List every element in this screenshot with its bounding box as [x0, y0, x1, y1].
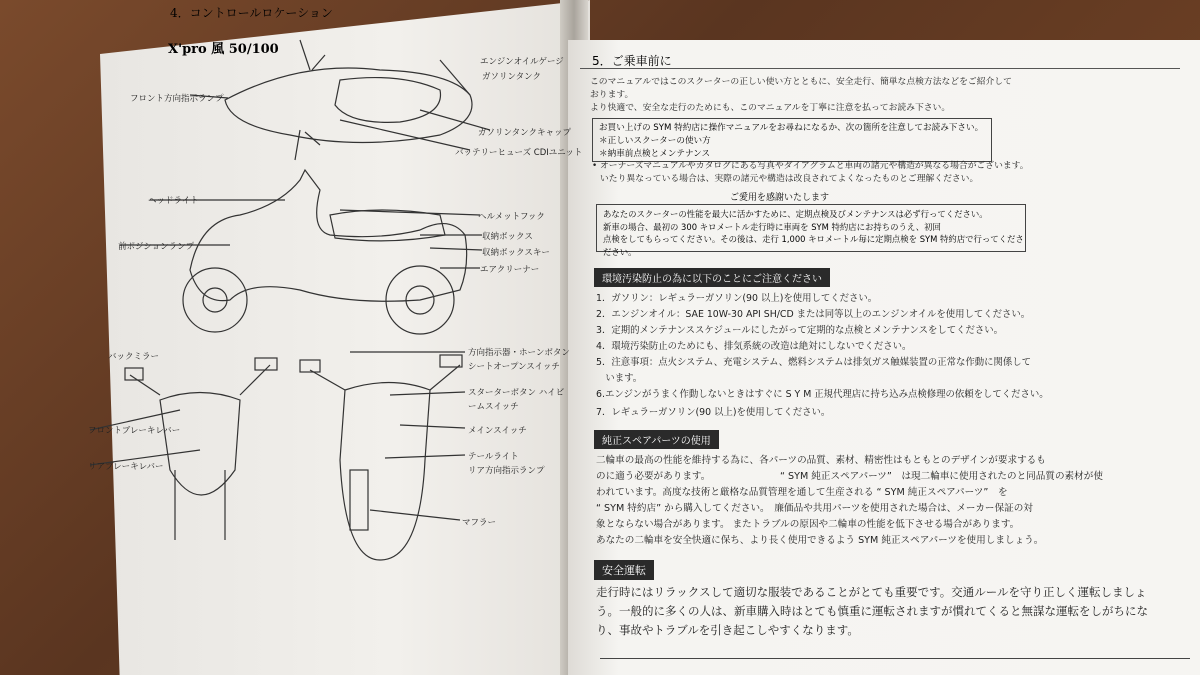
label-beam-switch: ームスイッチ [468, 402, 519, 412]
label-battery: バッテリーヒューズ CDIユニット [455, 148, 583, 158]
genuine-line-4: われています。高度な技術と厳格な品質管理を通して生産される “ SYM 純正スペアパーツ” を [596, 487, 1008, 498]
env-item-4: 4．環境汚染防止のためにも、排気系統の改造は絶対にしないでください。 [596, 341, 912, 352]
notice-box [592, 118, 992, 162]
left-page-header: 4．コントロールロケーション [170, 6, 333, 20]
thanks-line-1: あなたのスクーターの性能を最大に活かすために、定期点検及びメンテナンスは必ず行ってください。 [603, 209, 988, 219]
env-item-5: 5．注意事項：点火システム、充電システム、燃料システムは排気ガス触媒装置の正常な作動に関係して [596, 357, 1031, 368]
intro-line-2: おります。 [590, 90, 634, 100]
thanks-title: ご愛用を感謝いたします [730, 193, 830, 203]
notice-line-2: ＊正しいスクーターの使い方 [599, 135, 711, 146]
label-rear-brake: リアブレーキレバー [88, 462, 164, 472]
notice-line-1: お買い上げの SYM 特約店に操作マニュアルをお尋ねになるか、次の箇所を注意してお読み下さい。 [599, 123, 984, 133]
right-page-title: 5．ご乗車前に [592, 54, 672, 68]
genuine-line-7: あなたの二輪車を安全快適に保ち、より長く使用できるよう SYM 純正スペアパーツを使用しましょう。 [596, 535, 1044, 546]
safety-line-1: 走行時にはリラックスして適切な服装であることがとても重要です。交通ルールを守り正しく運転しましょ [596, 585, 1147, 599]
note-line-1: • オーナーズマニュアルやカタログにある写真やダイアグラムと車両の諸元や構造が異なる場合がございます。 [592, 161, 1029, 171]
thanks-line-4: ださい。 [603, 246, 637, 257]
label-helmet-hook: ヘルメットフック [478, 212, 545, 222]
genuine-line-6: 象とならない場合があります。 またトラブルの原因や二輪車の性能を低下させる場合があります。 [596, 519, 1020, 530]
note-line-2: いたり異なっている場合は、実際の諸元や構造は改良されてよくなったものとご理解ください。 [600, 174, 979, 184]
thanks-line-2: 新車の場合、最初の 300 キロメートル走行時に車両を SYM 特約店にお持ちのうえ、初回 [603, 221, 941, 232]
label-seat-switch: シートオープンスイッチ [468, 362, 560, 372]
label-front-signal: フロント方向指示ランプ [130, 94, 224, 104]
label-muffler: マフラー [462, 518, 497, 528]
genuine-section-header: 純正スペアパーツの使用 [594, 430, 719, 449]
label-fuel-cap: ガソリンタンクキャップ [478, 128, 571, 138]
title-rule [580, 68, 1180, 69]
label-fuel-tank: ガソリンタンク [482, 72, 541, 82]
env-item-5-cont: います。 [596, 373, 643, 384]
safety-line-3: り、事故やトラブルを引き起こしやすくなります。 [596, 623, 859, 637]
label-storage-key: 収納ボックスキー [482, 248, 550, 258]
env-item-6: 6.エンジンがうまく作動しないときはすぐに S Y M 正規代理店に持ち込み点検修理の依頼をしてください。 [596, 389, 1049, 400]
env-section-header: 環境汚染防止の為に以下のことにご注意ください [594, 268, 830, 287]
thanks-line-3: 点検をしてもらってください。その後は、走行 1,000 キロメートル毎に定期点検を SYM 特約店で行ってくださ [603, 234, 1024, 245]
env-item-1: 1．ガソリン：レギュラーガソリン(90 以上)を使用してください。 [596, 293, 878, 304]
label-air-cleaner: エアクリーナー [480, 265, 540, 275]
intro-line-1: このマニュアルではこのスクーターの正しい使い方とともに、安全走行、簡単な点検方法などをご紹介して [590, 77, 1012, 87]
intro-line-3: より快適で、安全な走行のためにも、このマニュアルを丁寧に注意を払ってお読み下さい。 [590, 103, 951, 113]
label-tail-light: テールライト [468, 452, 519, 462]
label-front-brake: フロントブレーキレバー [88, 426, 181, 436]
label-storage-box: 収納ボックス [482, 232, 533, 242]
genuine-line-2: のに適う必要があります。 [596, 471, 711, 482]
env-item-7: 7．レギュラーガソリン(90 以上)を使用してください。 [596, 407, 831, 418]
label-horn-button: 方向指示器・ホーンボタン [468, 348, 570, 358]
label-rear-signal: リア方向指示ランプ [468, 466, 545, 476]
notice-line-3: ＊納車前点検とメンテナンス [599, 148, 711, 159]
footer-rule [600, 658, 1190, 659]
safety-line-2: う。一般的に多くの人は、新車購入時はとても慎重に運転されますが慣れてくると無謀な運転をしがちにな [596, 604, 1148, 618]
label-starter-button: スターターボタン ハイビ [468, 388, 565, 398]
genuine-line-3: “ SYM 純正スペアパーツ” は現二輪車に使用されたのと同品質の素材が使 [780, 471, 1103, 482]
env-item-2: 2．エンジンオイル：SAE 10W-30 API SH/CD または同等以上のエンジンオイルを使用してください。 [596, 309, 1031, 320]
left-page-subheader: X'pro 風 50/100 [168, 42, 279, 57]
genuine-line-5: “ SYM 特約店” から購入してください。 廉価品や共用パーツを使用された場合は、メーカー保証の対 [596, 503, 1033, 514]
safety-section-header: 安全運転 [594, 560, 654, 580]
label-mirror: バックミラー [108, 352, 160, 362]
env-item-3: 3．定期的メンテナンススケジュールにしたがって定期的な点検とメンテナンスをしてください。 [596, 325, 1004, 336]
label-position-lamp: 前ポジションランプ [118, 242, 195, 252]
label-main-switch: メインスイッチ [468, 426, 527, 436]
genuine-line-1: 二輪車の最高の性能を維持する為に、各パーツの品質、素材、精密性はもともとのデザインが要求するも [596, 455, 1046, 466]
label-oil-gauge: エンジンオイルゲージ [480, 57, 564, 67]
thanks-box [596, 204, 1026, 257]
label-headlight: ヘッドライト [148, 196, 199, 206]
